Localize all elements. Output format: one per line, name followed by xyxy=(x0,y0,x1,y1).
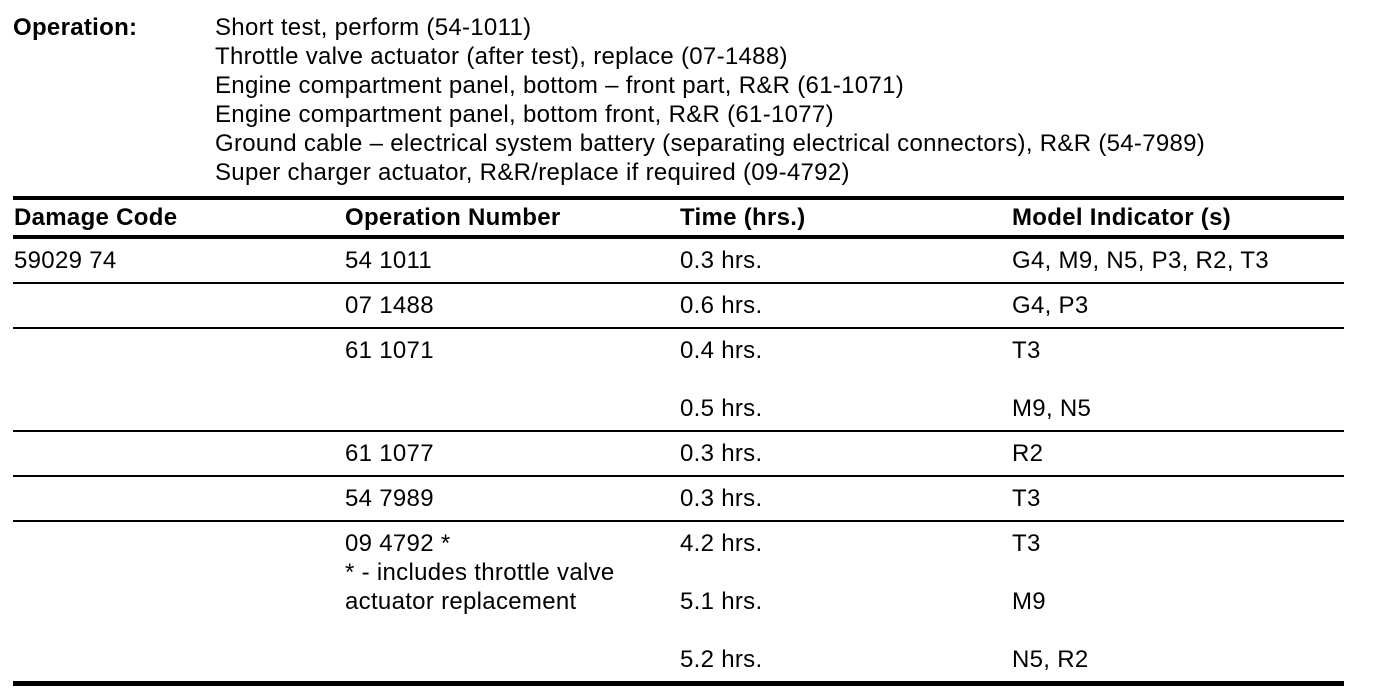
table-row xyxy=(13,329,1344,432)
cell-model-indicators xyxy=(1012,291,1344,320)
operation-line: Throttle valve actuator (after test), replace (07-1488) xyxy=(215,43,788,70)
cell-text: 0.5 hrs. xyxy=(680,395,763,422)
cell-operation-number xyxy=(345,484,680,513)
cell-text: 09 4792 * xyxy=(345,530,451,557)
header-time xyxy=(680,203,1012,232)
cell-text: 54 1011 xyxy=(345,247,433,274)
cell-text xyxy=(1012,616,1344,645)
cell-operation-number xyxy=(345,291,680,320)
cell-model-indicators xyxy=(1012,529,1344,674)
table-row xyxy=(13,522,1344,686)
operation-line: Engine compartment panel, bottom – front part, R&R (61-1071) xyxy=(215,72,905,99)
cell-time xyxy=(680,246,1012,275)
header-label: Model Indicator (s) xyxy=(1012,204,1232,231)
cell-text: 61 1077 xyxy=(345,440,434,467)
cell-time xyxy=(680,529,1012,674)
cell-text: 54 7989 xyxy=(345,485,434,512)
cell-damage-code xyxy=(13,529,345,674)
header-model-indicators xyxy=(1012,203,1344,232)
operation-section xyxy=(13,13,1376,187)
cell-text: M9, N5 xyxy=(1012,395,1092,422)
cell-footnote: actuator replacement xyxy=(345,588,577,615)
cell-text: T3 xyxy=(1012,337,1041,364)
operation-line: Super charger actuator, R&R/replace if required (09-4792) xyxy=(215,159,850,186)
cell-damage-code xyxy=(13,246,345,275)
cell-text: 0.6 hrs. xyxy=(680,292,763,319)
cell-time xyxy=(680,439,1012,468)
cell-operation-number xyxy=(345,246,680,275)
operation-line: Short test, perform (54-1011) xyxy=(215,14,532,41)
cell-time xyxy=(680,484,1012,513)
table-row xyxy=(13,239,1344,284)
cell-text: R2 xyxy=(1012,440,1044,467)
header-operation-number xyxy=(345,203,680,232)
cell-model-indicators xyxy=(1012,439,1344,468)
table-row xyxy=(13,284,1344,329)
cell-text: N5, R2 xyxy=(1012,646,1089,673)
cell-time xyxy=(680,336,1012,423)
operation-line: Ground cable – electrical system battery (separating electrical connectors), R&R (54-7989) xyxy=(215,130,1206,157)
cell-model-indicators xyxy=(1012,484,1344,513)
cell-text: 0.4 hrs. xyxy=(680,337,763,364)
header-label: Time (hrs.) xyxy=(680,204,806,231)
table-header-row xyxy=(13,196,1344,239)
cell-text: M9 xyxy=(1012,588,1046,615)
cell-text xyxy=(1012,365,1344,394)
table-row xyxy=(13,432,1344,477)
cell-text: 0.3 hrs. xyxy=(680,485,763,512)
cell-text: 61 1071 xyxy=(345,337,434,364)
cell-text xyxy=(680,616,1012,645)
cell-model-indicators xyxy=(1012,336,1344,423)
cell-text: 0.3 hrs. xyxy=(680,247,763,274)
cell-text: 0.3 hrs. xyxy=(680,440,763,467)
labor-time-table xyxy=(13,196,1344,686)
cell-text: 5.1 hrs. xyxy=(680,588,763,615)
cell-text: G4, P3 xyxy=(1012,292,1089,319)
cell-damage-code xyxy=(13,439,345,468)
cell-text xyxy=(680,365,1012,394)
cell-operation-number xyxy=(345,439,680,468)
cell-footnote: * - includes throttle valve xyxy=(345,559,615,586)
cell-text: 07 1488 xyxy=(345,292,434,319)
cell-text xyxy=(680,558,1012,587)
operation-list xyxy=(215,13,1376,187)
operation-line: Engine compartment panel, bottom front, R&R (61-1077) xyxy=(215,101,834,128)
cell-damage-code xyxy=(13,336,345,423)
cell-operation-number xyxy=(345,336,680,423)
cell-text: 59029 74 xyxy=(14,247,117,274)
cell-model-indicators xyxy=(1012,246,1344,275)
cell-text: T3 xyxy=(1012,485,1041,512)
cell-damage-code xyxy=(13,484,345,513)
cell-text: 5.2 hrs. xyxy=(680,646,763,673)
header-damage-code xyxy=(13,203,345,232)
header-label: Operation Number xyxy=(345,204,561,231)
cell-text: 4.2 hrs. xyxy=(680,530,763,557)
cell-operation-number xyxy=(345,529,680,674)
header-label: Damage Code xyxy=(14,204,178,231)
cell-damage-code xyxy=(13,291,345,320)
operation-label: Operation: xyxy=(13,14,138,41)
table-row xyxy=(13,477,1344,522)
cell-time xyxy=(680,291,1012,320)
cell-text: T3 xyxy=(1012,530,1041,557)
cell-text: G4, M9, N5, P3, R2, T3 xyxy=(1012,247,1269,274)
cell-text xyxy=(1012,558,1344,587)
